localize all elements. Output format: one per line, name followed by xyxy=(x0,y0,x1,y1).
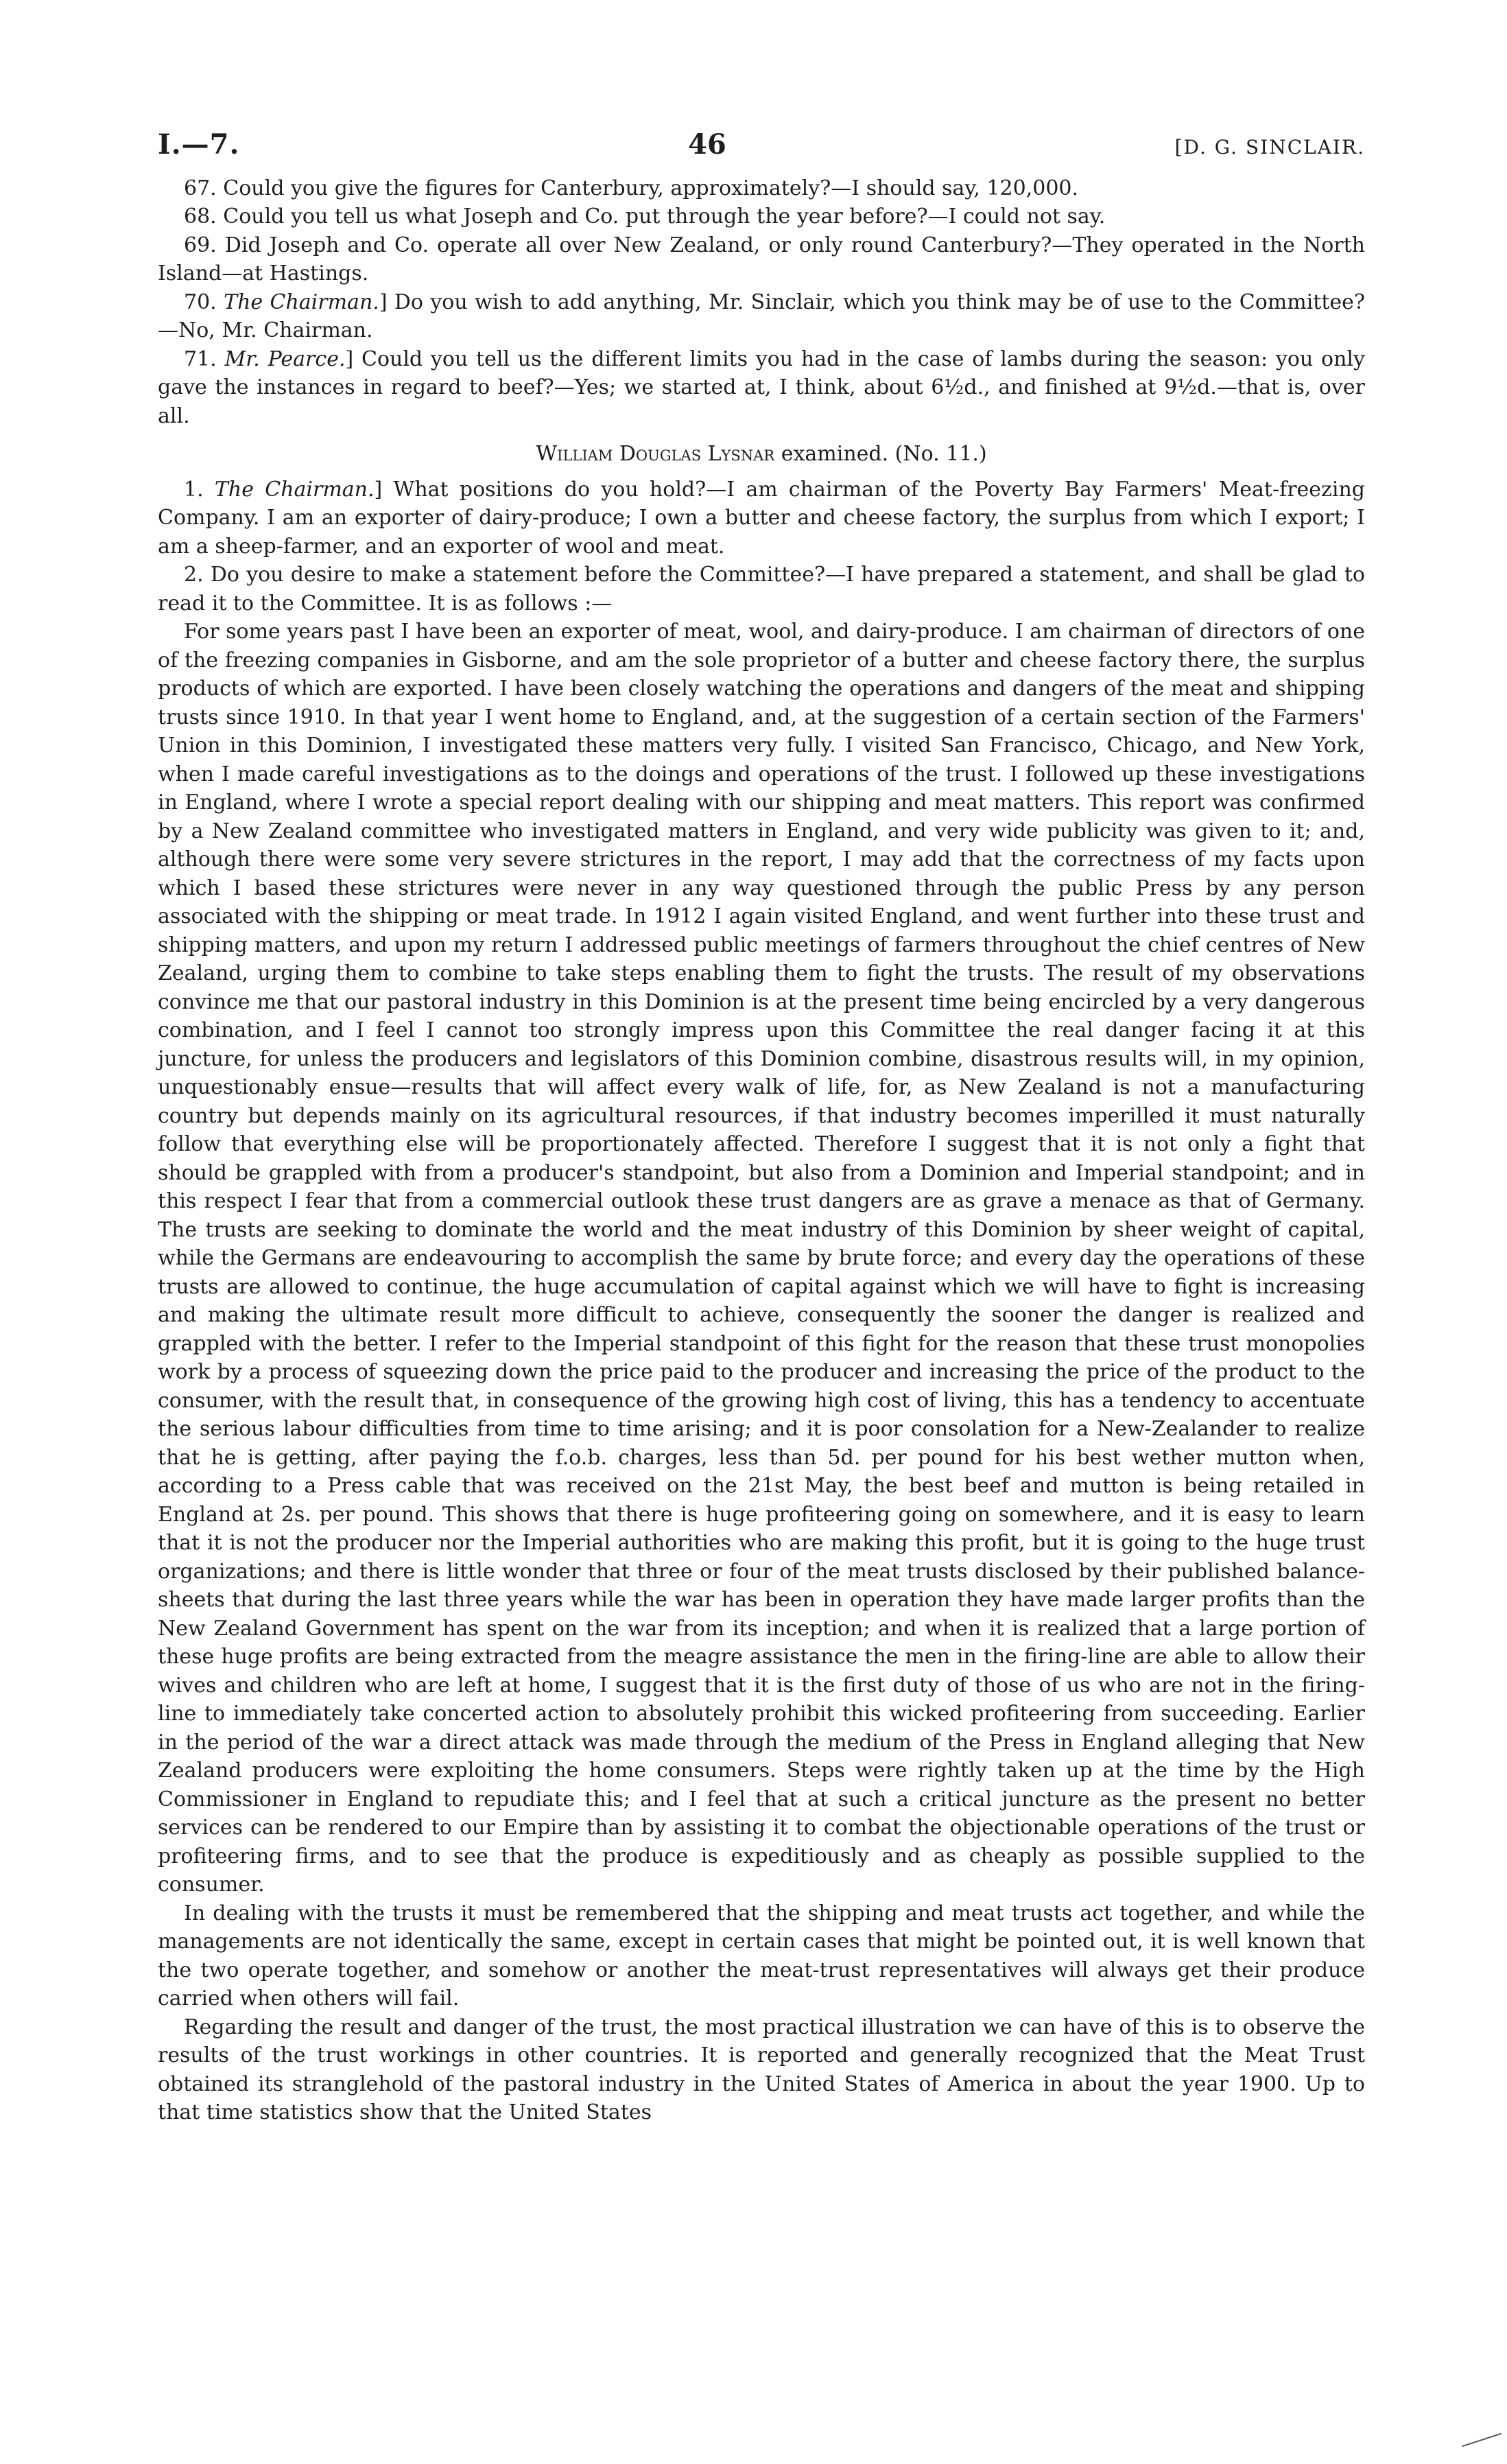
question-1: 1. The Chairman.] What positions do you hold?—I am chairman of the Poverty Bay Farmers' Meat-freezing Company. I am an exporter of dairy-produce; I own a butter and cheese factory, the surplus from which I export; I am a sheep-farmer, and an exporter of wool and meat. xyxy=(158,477,1365,559)
witness-name: William Douglas Lysnar xyxy=(536,442,775,466)
lysnar-questions xyxy=(158,476,1365,618)
document-page xyxy=(158,130,1365,2127)
question-69: 69. Did Joseph and Co. operate all over New Zealand, or only round Canterbury?—They operated in the North Island—at Hastings. xyxy=(158,233,1365,285)
statement-paragraph: In dealing with the trusts it must be remembered that the shipping and meat trusts act together, and while the managements are not identically the same, except in certain cases that might be pointed out, it is well known that the two operate together, and somehow or another the meat-trust representatives will always get their produce carried when others will fail. xyxy=(158,1901,1365,2010)
question-2: 2. Do you desire to make a statement before the Committee?—I have prepared a statement, and shall be glad to read it to the Committee. It is as follows :— xyxy=(158,563,1365,615)
witness-heading-rest: examined. (No. 11.) xyxy=(781,442,987,466)
sinclair-questions xyxy=(158,174,1365,431)
paper-reference: I.—7. xyxy=(158,128,240,161)
statement-paragraph: For some years past I have been an exporter of meat, wool, and dairy-produce. I am chairman of directors of one of the freezing companies in Gisborne, and am the sole proprietor of a butter and cheese factory there, the surplus products of which are exported. I have been closely watching the operations and dangers of the meat and shipping trusts since 1910. In that year I went home to England, and, at the suggestion of a certain section of the Farmers' Union in this Dominion, I investigated these matters very fully. I visited San Francisco, Chicago, and New York, when I made careful investigations as to the doings and operations of the trust. I followed up these investigations in England, where I wrote a special report dealing with our shipping and meat matters. This report was confirmed by a New Zealand committee who investigated matters in England, and very wide publicity was given to it; and, although there were some very severe strictures in the report, I may add that the correctness of my facts upon which I based these strictures were never in any way questioned through the public Press by any person associated with the shipping or meat trade. In 1912 I again visited England, and went further into these trust and shipping matters, and upon my return I addressed public meetings of farmers throughout the chief centres of New Zealand, urging them to combine to take steps enabling them to fight the trusts. The result of my observations convince me that our pastoral industry in this Dominion is at the present time being encircled by a very dangerous combination, and I feel I cannot too strongly impress upon this Committee the real danger facing it at this juncture, for unless the producers and legislators of this Dominion combine, disastrous results will, in my opinion, unquestionably ensue—results that will affect every walk of life, for, as New Zealand is not a manufacturing country but depends mainly on its agricultural resources, if that industry becomes imperilled it must naturally follow that everything else will be proportionately affected. Therefore I suggest that it is not only a fight that should be grappled with from a producer's standpoint, but also from a Dominion and Imperial standpoint; and in this respect I fear that from a commercial outlook these trust dangers are as grave a menace as that of Germany. The trusts are seeking to dominate the world and the meat industry of this Dominion by sheer weight of capital, while the Germans are endeavouring to accomplish the same by brute force; and every day the operations of these trusts are allowed to continue, the huge accumulation of capital against which we will have to fight is increasing and making the ultimate result more difficult to achieve, consequently the sooner the danger is realized and grappled with the better. I refer to the Imperial standpoint of this fight for the reason that these trust monopolies work by a process of squeezing down the price paid to the producer and increasing the price of the product to the consumer, with the result that, in consequence of the growing high cost of living, this has a tendency to accentuate the serious labour difficulties from time to time arising; and it is poor consolation for a New-Zealander to realize that he is getting, after paying the f.o.b. charges, less than 5d. per pound for his best wether mutton when, according to a Press cable that was received on the 21st May, the best beef and mutton is being retailed in England at 2s. per pound. This shows that there is huge profiteering going on somewhere, and it is easy to learn that it is not the producer nor the Imperial authorities who are making this profit, but it is going to the huge trust organizations; and there is little wonder that three or four of the meat trusts disclosed by their published balance-sheets that during the last three years while the war has been in operation they have made larger profits than the New Zealand Government has spent on the war from its inception; and when it is realized that a large portion of these huge profits are being extracted from the meagre assistance the men in the firing-line are able to allow their wives and children who are left at home, I suggest that it is the first duty of those of us who are not in the firing-line to immediately take concerted action to absolutely prohibit this wicked profiteering from succeeding. Earlier in the period of the war a direct attack was made through the medium of the Press in England alleging that New Zealand producers were exploiting the home consumers. Steps were rightly taken up at the time by the High Commissioner in England to repudiate this; and I feel that at such a critical juncture as the present no better services can be rendered to our Empire than by assisting it to combat the objectionable operations of the trust or profiteering firms, and to see that the produce is expeditiously and as cheaply as possible supplied to the consumer. xyxy=(158,620,1365,1897)
page-header xyxy=(158,130,1365,162)
running-witness-name: [D. G. SINCLAIR. xyxy=(1174,136,1365,159)
question-67: 67. Could you give the figures for Canterbury, approximately?—I should say, 120,000. xyxy=(184,176,1079,200)
question-68: 68. Could you tell us what Joseph and Co. put through the year before?—I could not say. xyxy=(184,204,1106,228)
prepared-statement xyxy=(158,618,1365,2127)
speaker: Mr. Pearce. xyxy=(224,347,346,371)
speaker: The Chairman. xyxy=(214,477,375,502)
page-number: 46 xyxy=(688,128,726,161)
question-70: 70. The Chairman.] Do you wish to add anything, Mr. Sinclair, which you think may be of use to the Committee?—No, Mr. Chairman. xyxy=(158,290,1365,342)
speaker: The Chairman. xyxy=(224,290,379,314)
scan-mark xyxy=(1462,2433,1502,2447)
witness-heading xyxy=(158,440,1365,469)
statement-paragraph: Regarding the result and danger of the trust, the most practical illustration we can have of this is to observe the results of the trust workings in other countries. It is reported and generally recognized that the Meat Trust obtained its stranglehold of the pastoral industry in the United States of America in about the year 1900. Up to that time statistics show that the United States xyxy=(158,2015,1365,2124)
question-71: 71. Mr. Pearce.] Could you tell us the different limits you had in the case of lambs during the season: you only gave the instances in regard to beef?—Yes; we started at, I think, about 6½d., and finished at 9½d.—that is, over all. xyxy=(158,347,1365,428)
